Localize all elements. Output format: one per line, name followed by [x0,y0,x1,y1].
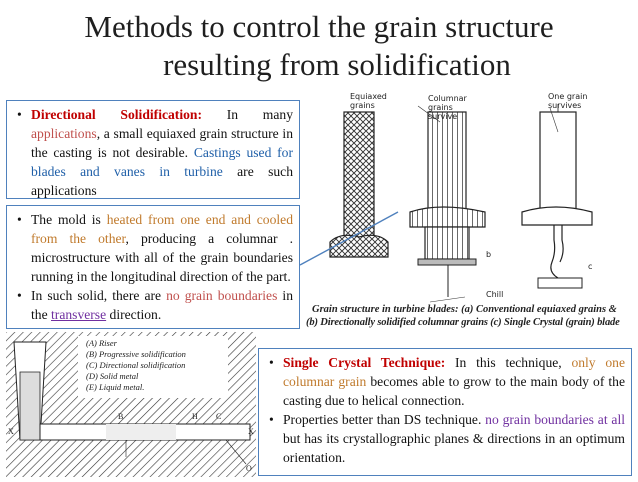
figure-caption-line-1: Grain structure in turbine blades: (a) Conventional equiaxed grains & [312,304,617,315]
text-span: Castings used for blades and vanes in turbine [31,145,293,179]
letter-b: b [486,250,492,259]
label-chill: Chill [486,290,504,299]
text-span: no grain boundaries [166,288,278,303]
sc-heading: Single Crystal Technique: [283,355,446,370]
legend-item: (E) Liquid metal. [86,382,145,392]
ds-heading: Directional Solidification: [31,107,202,122]
letter-c: c [588,262,593,271]
mold-solidification-figure [6,332,256,477]
text-span: In many [202,107,293,122]
text-span: , a small equiaxed grain structure in the casting is not desirable. [31,126,293,160]
text-span: heated from one end and cooled from the other [31,212,293,246]
legend-item: (D) Solid metal [86,371,139,381]
letter-B: B [118,412,124,421]
letter-X-left: X [8,427,14,436]
text-span: only one columnar grain [283,355,625,389]
mold-legend [86,338,186,393]
legend-item: (B) Progressive solidification [86,349,186,359]
text-span: direction. [106,307,162,322]
figure-caption-line-2: (b) Directionally solidified columnar grains (c) Single Crystal (grain) blade [306,317,620,328]
text-span: transverse [51,307,107,322]
text-span: , producing a columnar . microstructure with all of the grain boundaries running in the longitudinal direction of the part. [31,231,293,284]
text-span: no grain boundaries at all [485,412,625,427]
text-span: are such applications [31,164,293,198]
text-span: in the [31,288,293,322]
label-columnar: Columnar grains survive [428,94,467,121]
text-span: becomes able to grow to the main body of the casting due to helical connection. [283,374,625,408]
legend-item: (A) Riser [86,338,117,348]
text-span: but has its crystallographic planes & directions in an optimum orientation. [283,431,625,465]
text-span: The mold is [31,212,107,227]
text-span: Properties better than DS technique. [283,412,486,427]
text-span: applications [31,126,97,141]
letter-C: C [216,412,222,421]
legend-item: (C) Directional solidification [86,360,186,370]
title-line-2: resulting from solidification [163,47,511,82]
label-one-grain: One grain survives [548,92,588,110]
letter-H: H [192,412,198,421]
title-line-1: Methods to control the grain structure [84,9,554,44]
letter-X-right: X [248,427,254,436]
text-span: In such solid, there are [31,288,167,303]
letter-O: O [246,464,252,473]
text-span: In this technique, [445,355,572,370]
label-equiaxed: Equiaxed grains [350,92,387,110]
